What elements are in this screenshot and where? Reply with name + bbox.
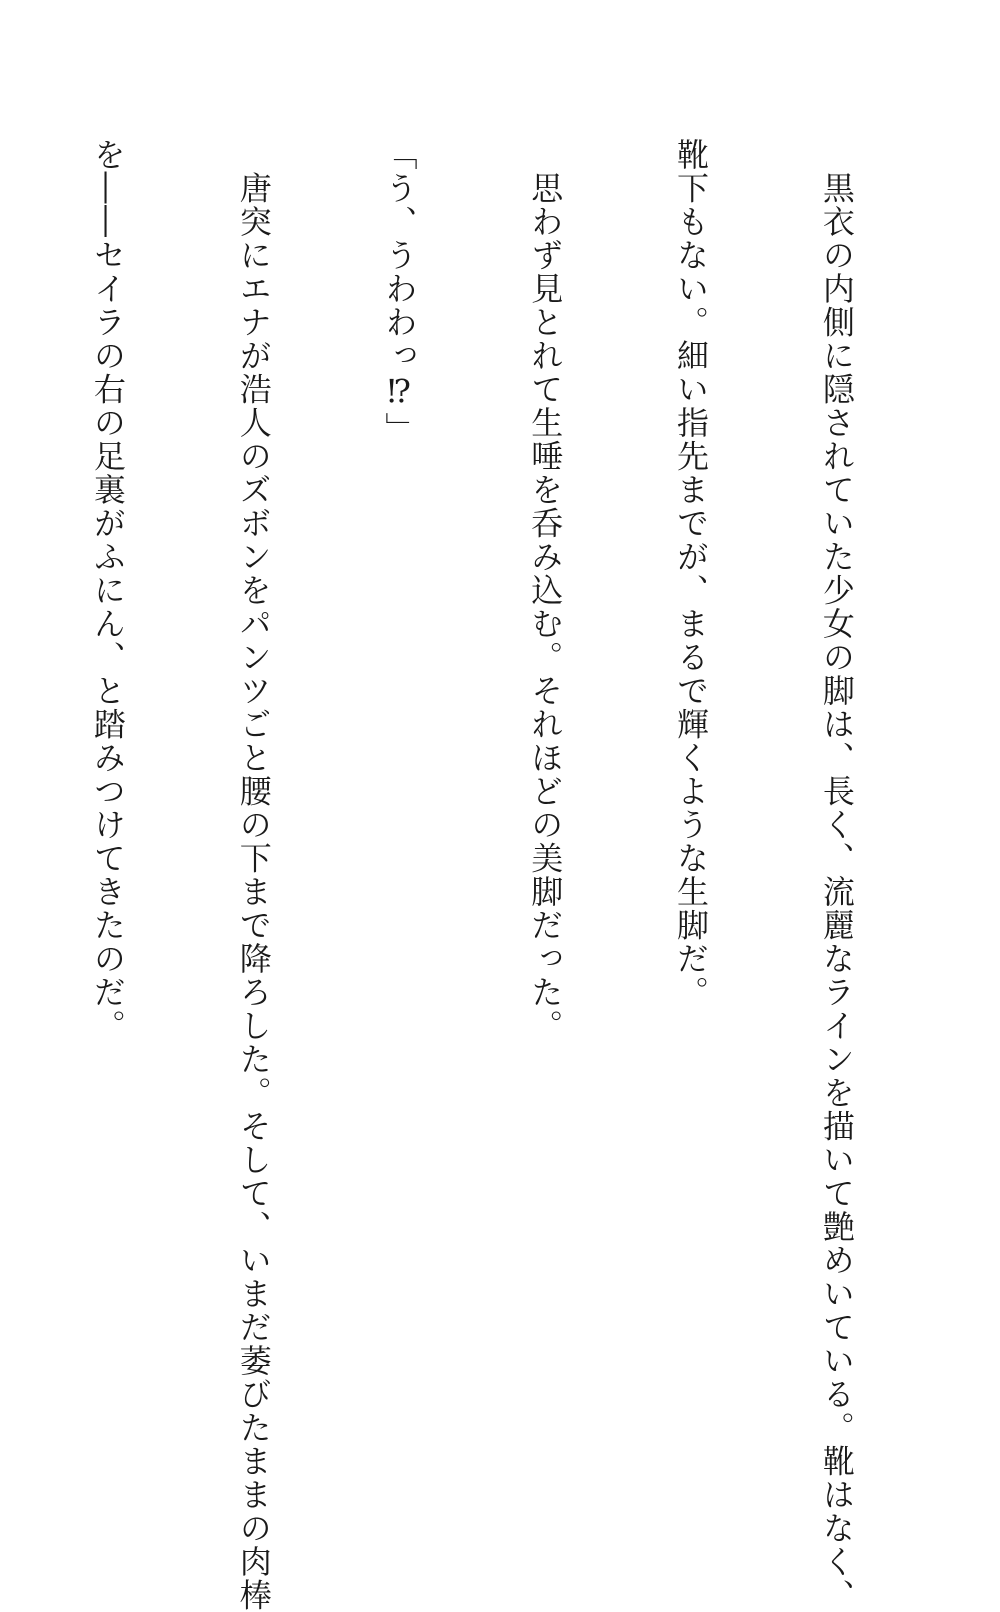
text-line: 靴下もない。細い指先までが、まるで輝くような生脚だ。 bbox=[672, 138, 711, 1009]
text-line: を――セイラの右の足裏がふにん、と踏みつけてきたのだ。 bbox=[88, 138, 127, 1043]
text-line: 思わず見とれて生唾を呑み込む。それほどの美脚だった。 bbox=[526, 138, 565, 1043]
text-line: 黒衣の内側に隠されていた少女の脚は、長く、流麗なラインを描いて艶めいている。靴はなく、 bbox=[817, 138, 856, 1612]
text-line: 唐突にエナが浩人のズボンをパンツごと腰の下まで降ろした。そして、いまだ萎びたままの肉棒 bbox=[234, 138, 273, 1612]
text-line: 「う、うわわっ⁉」 bbox=[380, 138, 419, 446]
vertical-text-body bbox=[0, 138, 958, 1612]
